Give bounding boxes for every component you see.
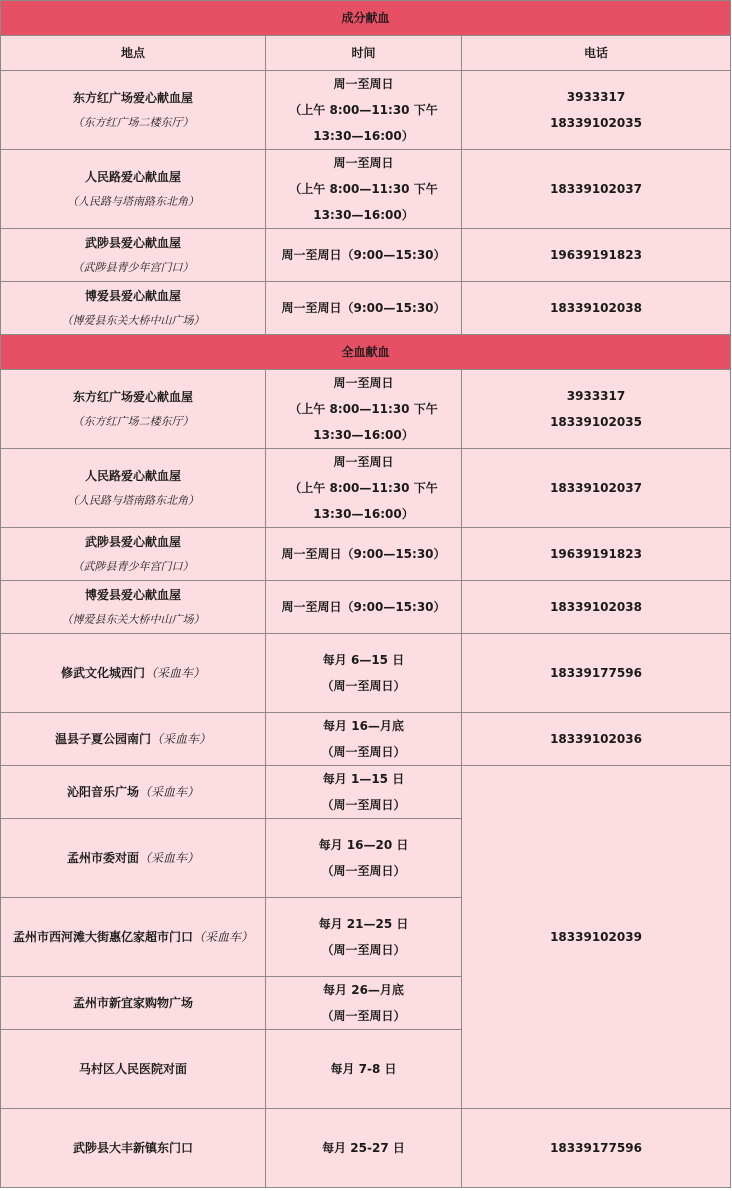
- time-line: （上午 8:00—11:30 下午: [289, 182, 438, 196]
- time-cell: [266, 634, 462, 713]
- place-cell: [1, 528, 266, 581]
- time-line: 每月 1—15 日: [322, 772, 405, 786]
- phone-number: 3933317: [566, 90, 626, 104]
- place-location: （东方红广场二楼东厅）: [72, 415, 194, 428]
- phone-number: 18339102037: [550, 182, 642, 196]
- header-row: [1, 36, 731, 71]
- place-location: （东方红广场二楼东厅）: [72, 116, 194, 129]
- table-row: [1, 528, 731, 581]
- section-row: [1, 1, 731, 36]
- phone-cell: [462, 581, 731, 634]
- place-name: 博爱县爱心献血屋: [84, 289, 181, 303]
- time-cell: [266, 1030, 462, 1109]
- table-row: [1, 229, 731, 282]
- phone-cell: [462, 634, 731, 713]
- time-line: 每月 7-8 日: [330, 1062, 397, 1076]
- phone-cell: [462, 1109, 731, 1188]
- time-line: 周一至周日（9:00—15:30）: [281, 547, 446, 561]
- phone-cell: [462, 370, 731, 449]
- place-location: （人民路与塔南路东北角）: [67, 494, 199, 507]
- table-row: [1, 150, 731, 229]
- place-name: 武陟县爱心献血屋: [84, 236, 181, 250]
- place-cell: [1, 634, 266, 713]
- place-name: 孟州市西河滩大街惠亿家超市门口: [12, 930, 193, 944]
- time-line: 每月 16—20 日: [318, 838, 409, 852]
- table-row: [1, 634, 731, 713]
- time-line: （周一至周日）: [321, 1009, 406, 1023]
- phone-cell: [462, 449, 731, 528]
- place-location: （博爱县东关大桥中山广场）: [61, 613, 205, 626]
- place-cell: [1, 819, 266, 898]
- time-line: 周一至周日（9:00—15:30）: [281, 301, 446, 315]
- time-line: 每月 6—15 日: [322, 653, 405, 667]
- place-location: （人民路与塔南路东北角）: [67, 195, 199, 208]
- place-cell: [1, 71, 266, 150]
- place-location: （武陟县青少年宫门口）: [72, 261, 194, 274]
- time-cell: [266, 819, 462, 898]
- phone-number: 18339102035: [550, 116, 642, 130]
- place-tag: （采血车）: [139, 851, 200, 865]
- place-name: 修武文化城西门: [60, 666, 145, 680]
- place-cell: [1, 977, 266, 1030]
- place-name: 孟州市委对面: [66, 851, 139, 865]
- time-line: 周一至周日: [333, 77, 394, 91]
- phone-number: 18339102035: [550, 415, 642, 429]
- table-row: [1, 581, 731, 634]
- place-name: 武陟县大丰新镇东门口: [72, 1141, 193, 1155]
- place-cell: [1, 581, 266, 634]
- phone-number: 19639191823: [550, 248, 642, 262]
- place-name: 人民路爱心献血屋: [84, 170, 181, 184]
- time-cell: [266, 229, 462, 282]
- time-line: （周一至周日）: [321, 943, 406, 957]
- time-line: （周一至周日）: [321, 679, 406, 693]
- place-location: （武陟县青少年宫门口）: [72, 560, 194, 573]
- place-cell: [1, 229, 266, 282]
- time-line: （周一至周日）: [321, 864, 406, 878]
- place-tag: （采血车）: [151, 732, 212, 746]
- time-cell: [266, 1109, 462, 1188]
- time-line: 周一至周日: [333, 455, 394, 469]
- place-name: 博爱县爱心献血屋: [84, 588, 181, 602]
- time-line: （上午 8:00—11:30 下午: [289, 402, 438, 416]
- time-cell: [266, 370, 462, 449]
- time-cell: [266, 977, 462, 1030]
- phone-number: 18339102037: [550, 481, 642, 495]
- time-line: 13:30—16:00）: [313, 428, 414, 442]
- place-name: 东方红广场爱心献血屋: [72, 390, 193, 404]
- time-line: 周一至周日（9:00—15:30）: [281, 248, 446, 262]
- time-cell: [266, 713, 462, 766]
- place-cell: [1, 713, 266, 766]
- phone-number: 19639191823: [550, 547, 642, 561]
- time-cell: [266, 150, 462, 229]
- phone-cell: [462, 766, 731, 1109]
- time-line: 每月 26—月底: [323, 983, 404, 997]
- table-row: [1, 370, 731, 449]
- phone-number: 18339177596: [550, 1141, 642, 1155]
- phone-cell: [462, 713, 731, 766]
- phone-number: 18339102036: [550, 732, 642, 746]
- place-cell: [1, 282, 266, 335]
- table-row: [1, 766, 731, 819]
- header-time: 时间: [266, 36, 462, 71]
- place-cell: [1, 766, 266, 819]
- place-location: （博爱县东关大桥中山广场）: [61, 314, 205, 327]
- place-name: 东方红广场爱心献血屋: [72, 91, 193, 105]
- phone-number: 18339102038: [550, 600, 642, 614]
- time-cell: [266, 898, 462, 977]
- phone-number: 3933317: [566, 389, 626, 403]
- table-body: [1, 1, 731, 1188]
- time-line: （上午 8:00—11:30 下午: [289, 481, 438, 495]
- time-line: 每月 16—月底: [323, 719, 404, 733]
- place-tag: （采血车）: [139, 785, 200, 799]
- place-cell: [1, 1109, 266, 1188]
- time-line: 周一至周日: [333, 376, 394, 390]
- time-line: 13:30—16:00）: [313, 208, 414, 222]
- section-title-whole: 全血献血: [1, 335, 731, 370]
- time-cell: [266, 449, 462, 528]
- time-line: 每月 25-27 日: [322, 1141, 405, 1155]
- time-line: 每月 21—25 日: [318, 917, 409, 931]
- phone-cell: [462, 229, 731, 282]
- time-line: 周一至周日（9:00—15:30）: [281, 600, 446, 614]
- table-row: [1, 713, 731, 766]
- time-line: 周一至周日: [333, 156, 394, 170]
- time-line: （上午 8:00—11:30 下午: [289, 103, 438, 117]
- phone-number: 18339102038: [550, 301, 642, 315]
- place-cell: [1, 370, 266, 449]
- table-row: [1, 1109, 731, 1188]
- header-phone: 电话: [462, 36, 731, 71]
- time-cell: [266, 766, 462, 819]
- time-cell: [266, 528, 462, 581]
- place-name: 温县子夏公园南门: [54, 732, 151, 746]
- place-cell: [1, 898, 266, 977]
- place-cell: [1, 150, 266, 229]
- place-name: 孟州市新宜家购物广场: [72, 996, 193, 1010]
- time-line: （周一至周日）: [321, 798, 406, 812]
- place-name: 人民路爱心献血屋: [84, 469, 181, 483]
- table-row: [1, 282, 731, 335]
- place-name: 马村区人民医院对面: [78, 1062, 187, 1076]
- header-place: 地点: [1, 36, 266, 71]
- place-cell: [1, 449, 266, 528]
- place-tag: （采血车）: [193, 930, 254, 944]
- phone-cell: [462, 150, 731, 229]
- place-tag: （采血车）: [145, 666, 206, 680]
- time-line: 13:30—16:00）: [313, 129, 414, 143]
- phone-cell: [462, 71, 731, 150]
- place-cell: [1, 1030, 266, 1109]
- table-row: [1, 449, 731, 528]
- table-row: [1, 71, 731, 150]
- place-name: 武陟县爱心献血屋: [84, 535, 181, 549]
- time-cell: [266, 581, 462, 634]
- section-title-component: 成分献血: [1, 1, 731, 36]
- time-cell: [266, 282, 462, 335]
- time-line: 13:30—16:00）: [313, 507, 414, 521]
- section-row: [1, 335, 731, 370]
- time-line: （周一至周日）: [321, 745, 406, 759]
- phone-number: 18339177596: [550, 666, 642, 680]
- place-name: 沁阳音乐广场: [66, 785, 139, 799]
- phone-number: 18339102039: [550, 930, 642, 944]
- phone-cell: [462, 528, 731, 581]
- phone-cell: [462, 282, 731, 335]
- time-cell: [266, 71, 462, 150]
